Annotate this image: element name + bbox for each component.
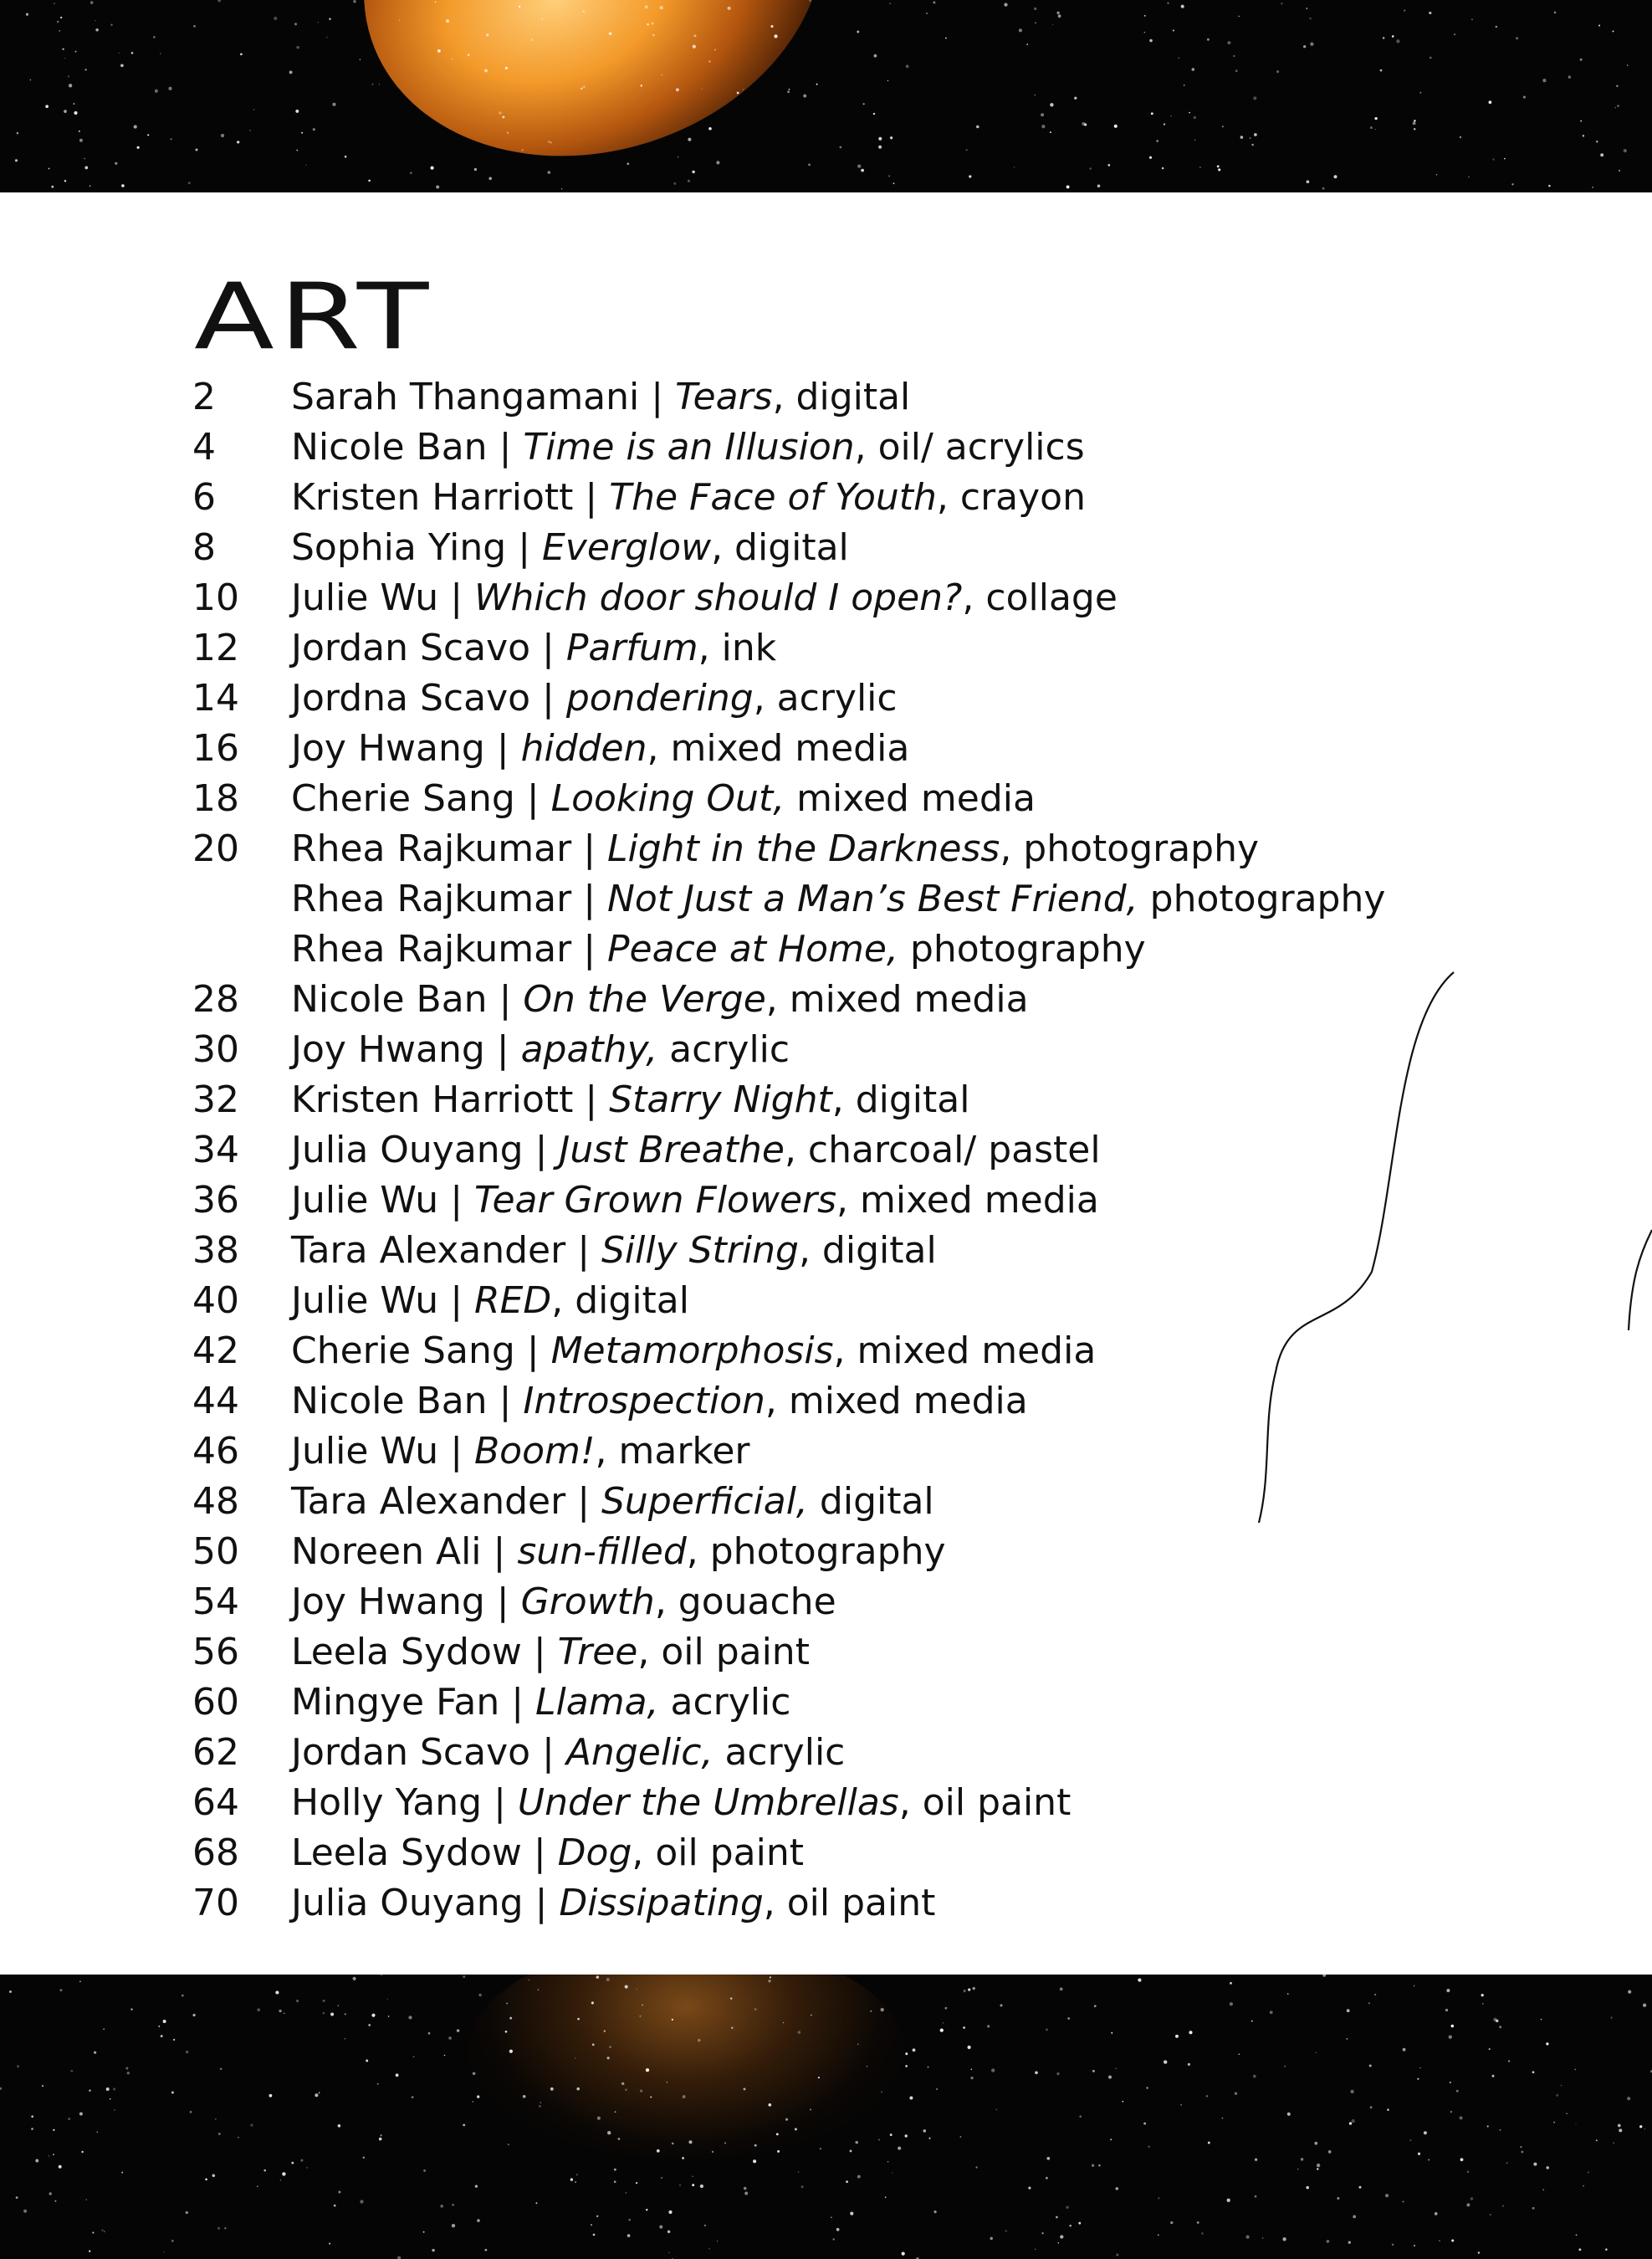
- separator: |: [484, 727, 521, 770]
- contents-entry: [192, 423, 1385, 473]
- artwork-medium: , oil paint: [763, 1882, 936, 1924]
- artist-name: Julie Wu: [291, 1179, 439, 1222]
- separator: |: [530, 677, 566, 720]
- artwork-medium: , mixed media: [833, 1329, 1097, 1372]
- artist-name: Julia Ouyang: [291, 1882, 524, 1924]
- entry-text: [291, 925, 1146, 975]
- artwork-title: pondering: [565, 677, 754, 720]
- entry-text: [291, 1678, 790, 1728]
- artwork-title: Tear Grown Flowers: [474, 1179, 837, 1222]
- artwork-title: hidden: [520, 727, 647, 770]
- artwork-medium: acrylic: [657, 1028, 790, 1071]
- contents-entry: [192, 1326, 1385, 1376]
- separator: |: [481, 1530, 518, 1573]
- artwork-title: Time is an Illusion: [523, 426, 855, 469]
- page-number: 44: [192, 1380, 239, 1422]
- page-number: 2: [192, 376, 216, 418]
- entry-text: [291, 1778, 1071, 1828]
- bottom-space-banner: [0, 1975, 1652, 2259]
- contents-entry: [192, 1577, 1385, 1627]
- entry-text: [291, 1125, 1101, 1176]
- artwork-medium: , oil paint: [637, 1631, 810, 1673]
- artwork-title: Dissipating: [559, 1882, 764, 1924]
- artwork-title: Parfum: [565, 627, 698, 669]
- separator: |: [530, 1731, 566, 1774]
- artwork-medium: , photography: [686, 1530, 946, 1573]
- entry-text: [291, 1878, 935, 1929]
- artwork-medium: digital: [807, 1480, 934, 1523]
- page-number: 14: [192, 677, 239, 720]
- entry-text: [291, 423, 1085, 473]
- contents-entry: [192, 774, 1385, 824]
- page-number: 50: [192, 1530, 239, 1573]
- artwork-title: RED: [474, 1279, 552, 1322]
- separator: |: [438, 1179, 474, 1222]
- contents-entry: [192, 473, 1385, 523]
- artist-name: Noreen Ali: [291, 1530, 482, 1573]
- page-number: 30: [192, 1028, 239, 1071]
- separator: |: [438, 1430, 474, 1473]
- separator: |: [514, 1329, 551, 1372]
- entry-text: [291, 1376, 1028, 1427]
- artwork-medium: , marker: [595, 1430, 750, 1473]
- separator: |: [438, 1279, 474, 1322]
- artist-name: Kristen Harriott: [291, 476, 574, 519]
- artwork-medium: , mixed media: [836, 1179, 1099, 1222]
- artwork-title: Everglow: [542, 526, 712, 569]
- entry-text: [291, 372, 910, 423]
- artwork-medium: photography: [898, 928, 1146, 971]
- starfield: [0, 0, 1652, 192]
- artwork-title: Silly String: [601, 1229, 799, 1272]
- separator: |: [487, 426, 524, 469]
- page-number: 64: [192, 1781, 239, 1824]
- artwork-medium: , photography: [1000, 827, 1260, 870]
- separator: |: [565, 1480, 601, 1523]
- artist-name: Joy Hwang: [291, 1028, 485, 1071]
- artist-name: Mingye Fan: [291, 1681, 500, 1724]
- artwork-title: sun-filled: [517, 1530, 687, 1573]
- page-number: 62: [192, 1731, 239, 1774]
- artwork-medium: acrylic: [713, 1731, 846, 1774]
- artist-name: Jordan Scavo: [291, 627, 531, 669]
- artist-name: Jordna Scavo: [291, 677, 531, 720]
- artwork-title: Light in the Darkness: [607, 827, 1000, 870]
- page-number: 36: [192, 1179, 239, 1222]
- page-number: 10: [192, 576, 239, 619]
- artist-name: Nicole Ban: [291, 978, 488, 1021]
- entry-text: [291, 1075, 969, 1125]
- entry-text: [291, 623, 776, 674]
- contents-entry: [192, 925, 1385, 975]
- artist-name: Julie Wu: [291, 1430, 439, 1473]
- separator: |: [521, 1631, 558, 1673]
- separator: |: [484, 1580, 521, 1623]
- page-number: 42: [192, 1329, 239, 1372]
- contents-entry: [192, 724, 1385, 774]
- separator: |: [487, 978, 524, 1021]
- contents-entry: [192, 623, 1385, 674]
- artwork-medium: , oil paint: [898, 1781, 1071, 1824]
- separator: |: [571, 878, 607, 920]
- separator: |: [514, 777, 551, 820]
- artist-name: Kristen Harriott: [291, 1078, 574, 1121]
- artist-name: Cherie Sang: [291, 1329, 515, 1372]
- artwork-title: Tree: [557, 1631, 638, 1673]
- separator: |: [523, 1882, 560, 1924]
- entry-text: [291, 1226, 937, 1276]
- artwork-title: Growth: [520, 1580, 655, 1623]
- page-number: 46: [192, 1430, 239, 1473]
- separator: |: [573, 476, 610, 519]
- separator: |: [506, 526, 542, 569]
- entry-text: [291, 1527, 946, 1577]
- artist-name: Rhea Rajkumar: [291, 878, 572, 920]
- artist-name: Julie Wu: [291, 1279, 439, 1322]
- contents-entry: [192, 975, 1385, 1025]
- contents-entry: [192, 1125, 1385, 1176]
- contents-entry: [192, 372, 1385, 423]
- artist-name: Nicole Ban: [291, 1380, 488, 1422]
- entry-text: [291, 975, 1029, 1025]
- entry-text: [291, 824, 1259, 874]
- contents-entry: [192, 1226, 1385, 1276]
- entry-text: [291, 674, 898, 724]
- artist-name: Joy Hwang: [291, 1580, 485, 1623]
- entry-text: [291, 523, 849, 573]
- page-number: 20: [192, 827, 239, 870]
- artist-name: Rhea Rajkumar: [291, 928, 572, 971]
- entry-text: [291, 1728, 845, 1778]
- separator: |: [482, 1781, 518, 1824]
- entry-text: [291, 1176, 1099, 1226]
- contents-entry: [192, 1025, 1385, 1075]
- artwork-medium: , charcoal/ pastel: [784, 1129, 1101, 1171]
- artwork-medium: , ink: [698, 627, 777, 669]
- contents-entry: [192, 1728, 1385, 1778]
- decorative-curve: [1255, 971, 1652, 1539]
- artwork-medium: , mixed media: [647, 727, 910, 770]
- artwork-title: Looking Out,: [550, 777, 785, 820]
- separator: |: [523, 1129, 560, 1171]
- section-title: ART: [194, 264, 434, 371]
- artist-name: Leela Sydow: [291, 1631, 522, 1673]
- entry-text: [291, 1828, 804, 1878]
- artwork-medium: photography: [1138, 878, 1386, 920]
- contents-entry: [192, 1477, 1385, 1527]
- page-number: 34: [192, 1129, 239, 1171]
- artwork-medium: , digital: [551, 1279, 689, 1322]
- page-number: 38: [192, 1229, 239, 1272]
- entry-text: [291, 1276, 689, 1326]
- contents-entry: [192, 674, 1385, 724]
- contents-entry: [192, 573, 1385, 623]
- artwork-title: Under the Umbrellas: [517, 1781, 899, 1824]
- contents-entry: [192, 1778, 1385, 1828]
- artwork-title: Metamorphosis: [550, 1329, 834, 1372]
- separator: |: [639, 376, 676, 418]
- separator: |: [499, 1681, 536, 1724]
- page-number: 48: [192, 1480, 239, 1523]
- artwork-medium: , digital: [711, 526, 849, 569]
- separator: |: [484, 1028, 521, 1071]
- artwork-title: Dog: [557, 1831, 632, 1874]
- separator: |: [565, 1229, 601, 1272]
- art-contents-list: [192, 372, 1385, 1929]
- artwork-title: Angelic,: [565, 1731, 713, 1774]
- contents-entry: [192, 1427, 1385, 1477]
- page-number: 18: [192, 777, 239, 820]
- artist-name: Jordan Scavo: [291, 1731, 531, 1774]
- page-number: 54: [192, 1580, 239, 1623]
- artwork-title: Starry Night: [609, 1078, 832, 1121]
- artwork-title: Introspection: [523, 1380, 765, 1422]
- artwork-medium: , gouache: [654, 1580, 836, 1623]
- artwork-medium: , digital: [798, 1229, 937, 1272]
- separator: |: [521, 1831, 558, 1874]
- separator: |: [438, 576, 474, 619]
- entry-text: [291, 724, 909, 774]
- page-number: 32: [192, 1078, 239, 1121]
- starfield: [0, 1975, 1652, 2259]
- page-number: 4: [192, 426, 216, 469]
- artist-name: Nicole Ban: [291, 426, 488, 469]
- contents-entry: [192, 1075, 1385, 1125]
- page-number: 68: [192, 1831, 239, 1874]
- artist-name: Tara Alexander: [291, 1480, 566, 1523]
- entry-text: [291, 774, 1036, 824]
- entry-text: [291, 1025, 790, 1075]
- page-number: 28: [192, 978, 239, 1021]
- contents-entry: [192, 523, 1385, 573]
- artist-name: Julia Ouyang: [291, 1129, 524, 1171]
- page-number: 60: [192, 1681, 239, 1724]
- page-number: 12: [192, 627, 239, 669]
- artist-name: Cherie Sang: [291, 777, 515, 820]
- page-number: 56: [192, 1631, 239, 1673]
- artwork-title: Boom!: [474, 1430, 596, 1473]
- contents-entry: [192, 874, 1385, 925]
- separator: |: [487, 1380, 524, 1422]
- contents-entry: [192, 1276, 1385, 1326]
- artwork-title: The Face of Youth: [609, 476, 937, 519]
- page-number: 16: [192, 727, 239, 770]
- contents-entry: [192, 824, 1385, 874]
- separator: |: [571, 827, 607, 870]
- artwork-medium: , digital: [831, 1078, 970, 1121]
- artist-name: Leela Sydow: [291, 1831, 522, 1874]
- artwork-medium: , mixed media: [765, 1380, 1028, 1422]
- entry-text: [291, 1627, 810, 1678]
- artist-name: Tara Alexander: [291, 1229, 566, 1272]
- top-space-banner: [0, 0, 1652, 192]
- page-number: 40: [192, 1279, 239, 1322]
- page-number: 8: [192, 526, 216, 569]
- artwork-title: Just Breathe: [559, 1129, 785, 1171]
- entry-text: [291, 1326, 1096, 1376]
- artist-name: Sarah Thangamani: [291, 376, 640, 418]
- contents-entry: [192, 1678, 1385, 1728]
- separator: |: [573, 1078, 610, 1121]
- artist-name: Sophia Ying: [291, 526, 507, 569]
- separator: |: [571, 928, 607, 971]
- contents-entry: [192, 1878, 1385, 1929]
- artwork-title: Peace at Home,: [607, 928, 898, 971]
- artwork-title: Which door should I open?: [474, 576, 963, 619]
- artwork-medium: , crayon: [936, 476, 1086, 519]
- entry-text: [291, 1477, 934, 1527]
- contents-entry: [192, 1527, 1385, 1577]
- artwork-medium: , oil/ acrylics: [854, 426, 1085, 469]
- artwork-title: apathy,: [520, 1028, 658, 1071]
- contents-entry: [192, 1627, 1385, 1678]
- separator: |: [530, 627, 566, 669]
- page-number: 70: [192, 1882, 239, 1924]
- artwork-medium: , digital: [772, 376, 911, 418]
- entry-text: [291, 1577, 836, 1627]
- artist-name: Julie Wu: [291, 576, 439, 619]
- artwork-medium: , collage: [962, 576, 1118, 619]
- artwork-medium: , acrylic: [753, 677, 898, 720]
- artwork-medium: acrylic: [658, 1681, 791, 1724]
- artwork-title: On the Verge: [523, 978, 766, 1021]
- contents-entry: [192, 1176, 1385, 1226]
- artwork-title: Not Just a Man’s Best Friend,: [607, 878, 1138, 920]
- artwork-medium: mixed media: [785, 777, 1036, 820]
- entry-text: [291, 573, 1118, 623]
- entry-text: [291, 1427, 750, 1477]
- contents-entry: [192, 1376, 1385, 1427]
- artist-name: Joy Hwang: [291, 727, 485, 770]
- entry-text: [291, 874, 1385, 925]
- artist-name: Rhea Rajkumar: [291, 827, 572, 870]
- artist-name: Holly Yang: [291, 1781, 483, 1824]
- artwork-title: Tears: [675, 376, 773, 418]
- artwork-title: Superficial,: [601, 1480, 808, 1523]
- entry-text: [291, 473, 1086, 523]
- artwork-title: Llama,: [535, 1681, 659, 1724]
- artwork-medium: , mixed media: [765, 978, 1029, 1021]
- page-number: 6: [192, 476, 216, 519]
- artwork-medium: , oil paint: [632, 1831, 804, 1874]
- contents-entry: [192, 1828, 1385, 1878]
